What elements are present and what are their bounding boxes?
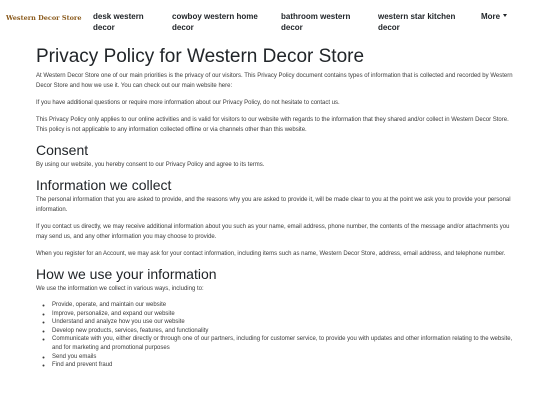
top-navbar — [0, 0, 540, 42]
consent-heading: Consent — [36, 142, 89, 158]
list-item: ◦ Send you emails — [52, 353, 516, 362]
information-we-collect-heading: Information we collect — [36, 177, 172, 193]
nav-link-western-star-kitchen-decor[interactable]: western star kitchen decor — [378, 12, 456, 32]
privacy-policy-content — [36, 46, 516, 370]
use-intro: We use the information we collect in various ways, including to: — [36, 286, 204, 292]
collect-paragraph: If you contact us directly, we may receive additional information about you such as your name, email address, phone number, the contents of the message and/or attachments you may send us, and any other information you may choose to provide. — [36, 224, 510, 240]
consent-text: By using our website, you hereby consent to our Privacy Policy and agree to its terms. — [36, 162, 265, 168]
list-item: ◦ Provide, operate, and maintain our website — [52, 301, 516, 310]
list-item: ◦ Find and prevent fraud — [52, 361, 516, 370]
more-label: More — [481, 12, 501, 21]
list-item: ◦ Improve, personalize, and expand our website — [52, 310, 516, 319]
intro-paragraph: At Western Decor Store one of our main priorities is the privacy of our visitors. This Privacy Policy document contains types of information that is collected and recorded by Western Decor Store and how we use it. You can check out our main website here: — [36, 73, 513, 89]
list-item: ◦ Understand and analyze how you use our website — [52, 318, 516, 327]
collect-paragraph: When you register for an Account, we may ask for your contact information, including items such as name, Western Decor Store, address, email address, and telephone number. — [36, 251, 506, 257]
nav-link-bathroom-western-decor[interactable]: bathroom western decor — [281, 12, 351, 32]
how-we-use-heading: How we use your information — [36, 266, 217, 282]
intro-paragraph: If you have additional questions or require more information about our Privacy Policy, do not hesitate to contact us. — [36, 100, 340, 106]
page-title: Privacy Policy for Western Decor Store — [36, 46, 365, 67]
use-list — [36, 301, 516, 370]
nav-link-cowboy-western-home-decor[interactable]: cowboy western home decor — [172, 12, 258, 32]
caret-down-icon — [503, 14, 507, 17]
intro-paragraph: This Privacy Policy only applies to our online activities and is valid for visitors to our website with regards to the information that they shared and/or collect in Western Decor Store. This policy is not applicable to any information collected offline or via channels other than this website. — [36, 117, 509, 133]
collect-paragraph: The personal information that you are asked to provide, and the reasons why you are asked to provide it, will be made clear to you at the point we ask you to provide your personal information. — [36, 197, 511, 213]
brand-logo[interactable]: Western Decor Store — [6, 14, 82, 22]
more-dropdown-button[interactable] — [481, 11, 507, 22]
nav-link-desk-western-decor[interactable]: desk western decor — [93, 12, 144, 32]
list-item: ◦ Communicate with you, either directly or through one of our partners, including for customer service, to provide you with updates and other information relating to the website, and for marketing and promotional purposes — [52, 335, 516, 352]
list-item: ◦ Develop new products, services, features, and functionality — [52, 327, 516, 336]
